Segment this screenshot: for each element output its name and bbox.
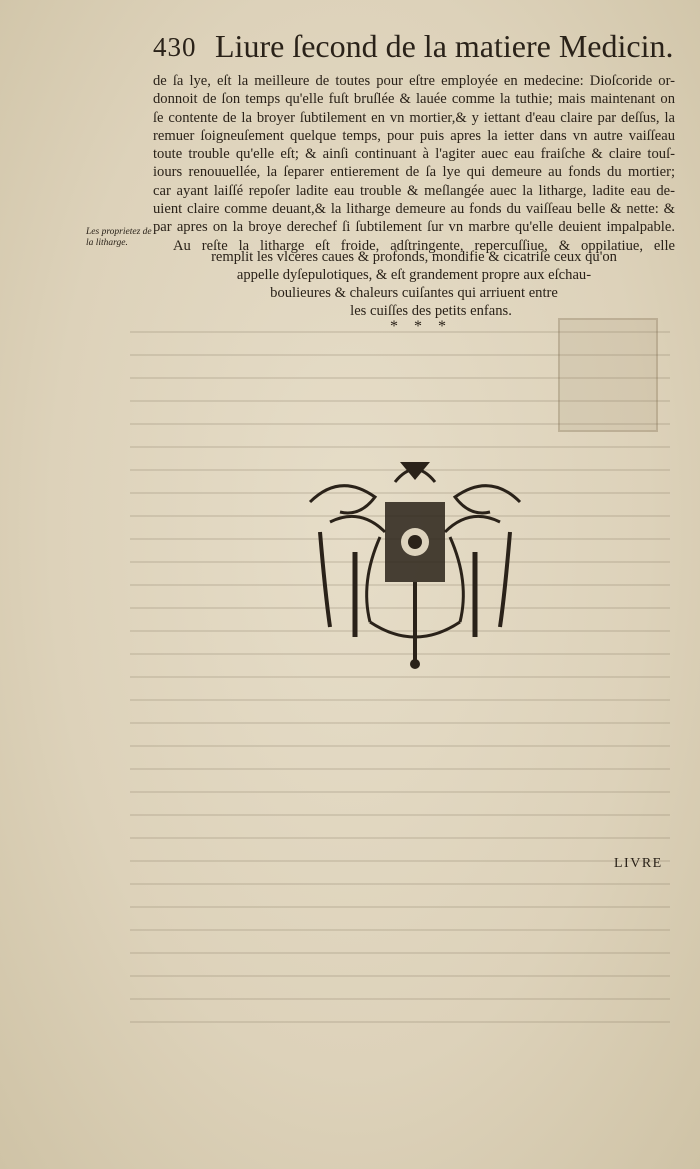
show-through-initial <box>558 318 658 432</box>
text-line: remplit les vlceres caues & profonds, mondifie & cicatriſe ceux qu'on <box>211 249 617 265</box>
page-header <box>153 28 673 70</box>
asterisk-ornament: * * * <box>390 318 452 335</box>
body-paragraph <box>153 72 675 255</box>
page-number: 430 <box>153 32 197 62</box>
tailpiece-ornament <box>300 462 530 672</box>
text-line: car ayant laiſſé repoſer ladite eau trouble & meſlangée auec la litharge, ladite eau de- <box>153 182 675 199</box>
catchword: LIVRE <box>614 856 663 871</box>
text-line: les cuiſſes des petits enfans. <box>350 303 512 319</box>
text-line: Au reſte la litharge eſt froide, adſtringente, repercuſſiue, & oppilatiue, elle <box>173 237 675 254</box>
text-line: appelle dyſepulotiques, & eſt grandement propre aux eſchau- <box>236 267 592 283</box>
text-line: par apres on la broye derechef ſi ſubtilement ſur vn marbre qu'elle deuient impalpable. <box>153 219 675 236</box>
text-line: iours renouuellée, la ſeparer entierement de ſa lye qui demeure au fonds du mortier; <box>153 164 675 181</box>
marginal-note: Les proprietez de la litharge. <box>86 227 152 248</box>
text-line: uient claire comme deuant,& la litharge demeure au fonds du vaiſſeau belle & nette: & <box>153 201 675 218</box>
text-line: toute trouble qu'elle eſt; & ainſi continuant à l'agiter auec eau fraiſche & claire touſ- <box>153 146 675 163</box>
running-title: Liure ſecond de la matiere Medicin. <box>215 28 674 64</box>
text-line: remuer ſoigneuſement quelque temps, pour puis apres la ietter dans vn autre vaiſſeau <box>153 127 675 144</box>
text-line: donnoit de ſon temps qu'elle fuſt bruſlée & lauée comme la tuthie; mais maintenant on <box>153 91 675 108</box>
text-line: boulieures & chaleurs cuiſantes qui arriuent entre <box>270 285 558 301</box>
text-line: ſe contente de la broyer ſubtilement en vn mortier,& y iettant d'eau claire par deſſus, la <box>153 109 675 126</box>
text-line: de ſa lye, eſt la meilleure de toutes pour eſtre employée en medecine: Dioſcoride or- <box>153 73 675 89</box>
